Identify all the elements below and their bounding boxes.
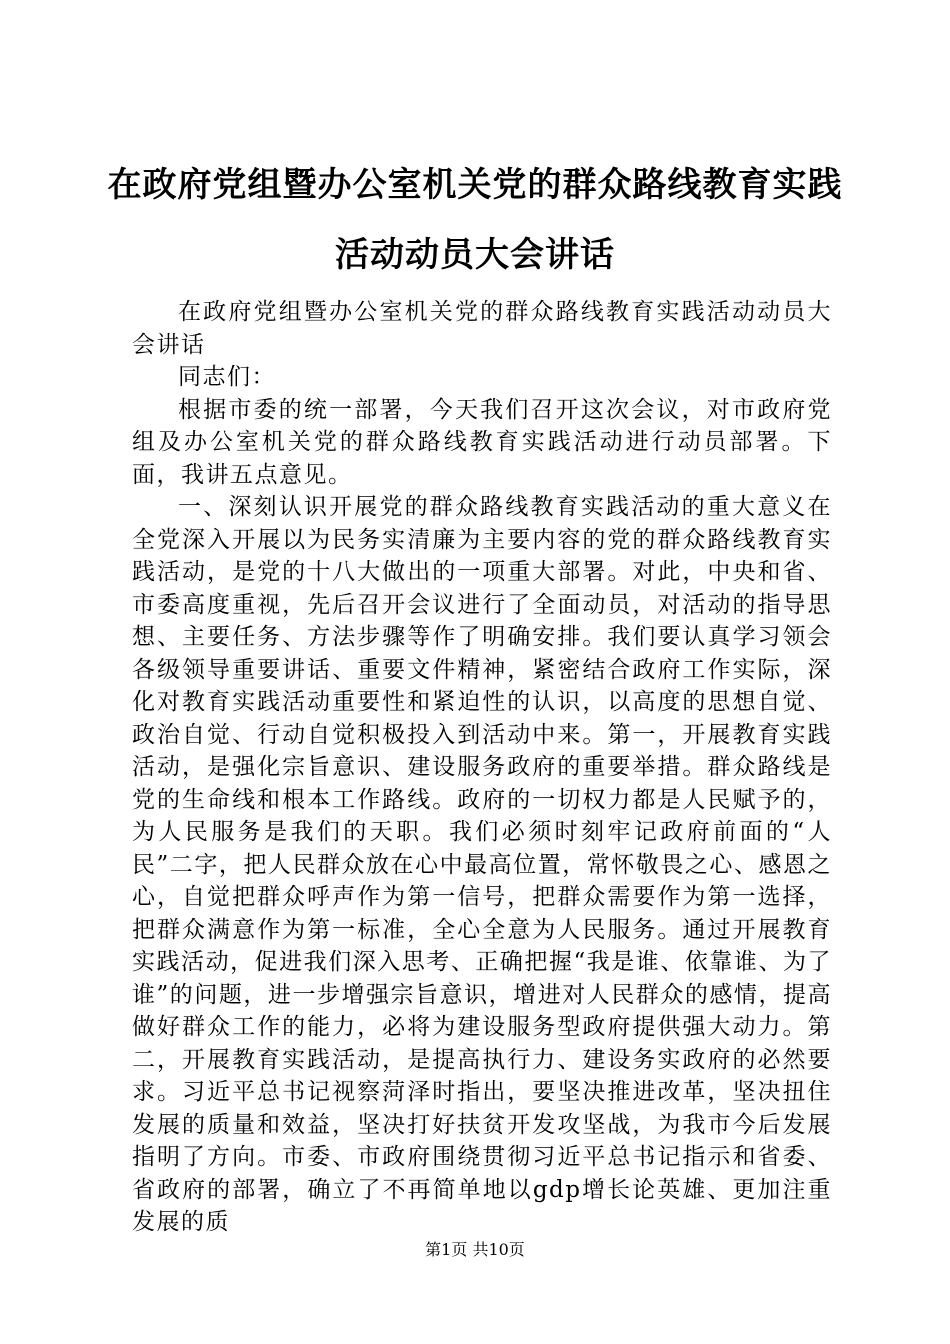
document-body xyxy=(132,296,832,1239)
paragraph-salutation: 同志们： xyxy=(178,364,276,390)
page-footer: 第1页 共10页 xyxy=(425,1240,525,1259)
paragraph-title-repeat: 在政府党组暨办公室机关党的群众路线教育实践活动动员大会讲话 xyxy=(132,299,832,358)
paragraph-intro: 根据市委的统一部署，今天我们召开这次会议，对市政府党组及办公室机关党的群众路线教育实践活动进行动员部署。下面，我讲五点意见。 xyxy=(132,396,832,488)
paragraph-section-one: 一、深刻认识开展党的群众路线教育实践活动的重大意义在全党深入开展以为民务实清廉为主要内容的党的群众路线教育实践活动，是党的十八大做出的一项重大部署。对此，中央和省、市委高度重视，先后召开会议进行了全面动员，对活动的指导思想、主要任务、方法步骤等作了明确安排。我们要认真学习领会各级领导重要讲话、重要文件精神，紧密结合政府工作实际，深化对教育实践活动重要性和紧迫性的认识，以高度的思想自觉、政治自觉、行动自觉积极投入到活动中来。第一，开展教育实践活动，是强化宗旨意识、建设服务政府的重要举措。群众路线是党的生命线和根本工作路线。政府的一切权力都是人民赋予的，为人民服务是我们的天职。我们必须时刻牢记政府前面的“人民”二字，把人民群众放在心中最高位置，常怀敬畏之心、感恩之心，自觉把群众呼声作为第一信号，把群众需要作为第一选择，把群众满意作为第一标准，全心全意为人民服务。通过开展教育实践活动，促进我们深入思考、正确把握“我是谁、依靠谁、为了谁”的问题，进一步增强宗旨意识，增进对人民群众的感情，提高做好群众工作的能力，必将为建设服务型政府提供强大动力。第二，开展教育实践活动，是提高执行力、建设务实政府的必然要求。习近平总书记视察菏泽时指出，要坚决推进改革，坚决扭住发展的质量和效益，坚决打好扶贫开发攻坚战，为我市今后发展指明了方向。市委、市政府围绕贯彻习近平总书记指示和省委、省政府的部署，确立了不再简单地以gdp增长论英雄、更加注重发展的质 xyxy=(132,494,832,1235)
document-title: 在政府党组暨办公室机关党的群众路线教育实践活动动员大会讲话 xyxy=(107,165,843,275)
